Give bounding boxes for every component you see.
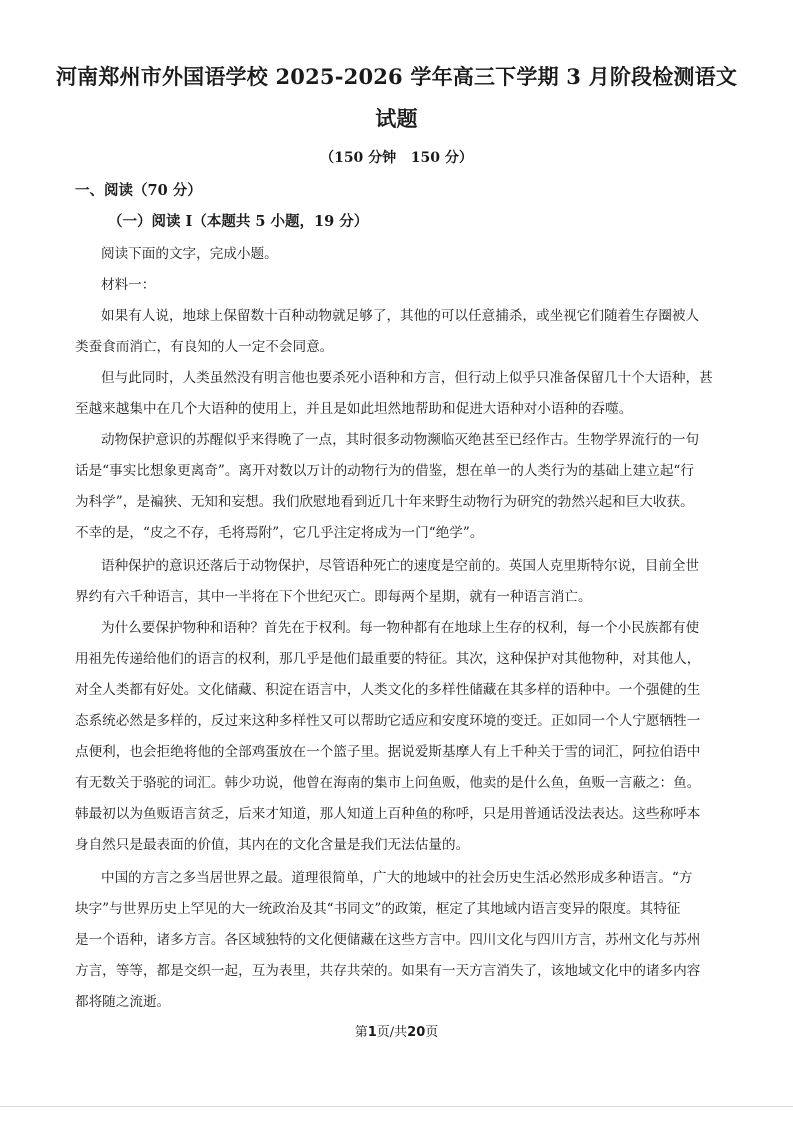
paragraph-3-line-3: 为科学”，是褊狭、无知和妄想。我们欣慰地看到近几十年来野生动物行为研究的勃然兴起和巨大收获。: [75, 494, 694, 510]
paragraph-6-line-3: 是一个语种，诸多方言。各区域独特的文化便储藏在这些方言中。四川文化与四川方言，苏州文化与苏州: [75, 932, 701, 948]
section-heading: 一、阅读（70 分）: [75, 182, 202, 199]
material-label: 材料一：: [101, 277, 156, 293]
subsection-heading: （一）阅读 I（本题共 5 小题，19 分）: [108, 213, 369, 230]
paragraph-1-line-2: 类蚕食而消亡，有良知的人一定不会同意。: [75, 339, 334, 355]
paragraph-3-line-4: 不幸的是，“皮之不存，毛将焉附”，它几乎注定将成为一门“绝学”。: [75, 525, 484, 541]
paragraph-5-line-5: 点便利，也会拒绝将他的全部鸡蛋放在一个篮子里。据说爱斯基摩人有上千种关于雪的词汇，阿拉伯语中: [75, 744, 701, 760]
instruction-text: 阅读下面的文字，完成小题。: [101, 246, 278, 262]
paragraph-5-line-2: 用祖先传递给他们的语言的权利，那几乎是他们最重要的特征。其次，这种保护对其他物种，对其他人，: [75, 651, 701, 667]
paragraph-4-line-2: 界约有六千种语言，其中一半将在下个世纪灭亡。即每两个星期，就有一种语言消亡。: [75, 589, 592, 605]
paragraph-2-line-2: 至越来越集中在几个大语种的使用上，并且是如此坦然地帮助和促进大语种对小语种的吞噬。: [75, 401, 633, 417]
current-page-number: 1: [367, 1025, 377, 1040]
paragraph-4-line-1: 语种保护的意识还落后于动物保护，尽管语种死亡的速度是空前的。英国人克里斯特尔说，目前全世: [101, 558, 700, 574]
paragraph-5-line-8: 身自然只是最表面的价值，其内在的文化含量是我们无法估量的。: [75, 837, 470, 853]
paragraph-5-line-3: 对全人类都有好处。文化储藏、积淀在语言中，人类文化的多样性储藏在其多样的语种中。一个强健的生: [75, 682, 701, 698]
document-title-line-1: 河南郑州市外国语学校 2025-2026 学年高三下学期 3 月阶段检测语文: [55, 64, 738, 89]
paragraph-5-line-7: 韩最初以为鱼贩语言贫乏，后来才知道，那人知道上百种鱼的称呼，只是用普通话没法表达。这些称呼本: [75, 806, 701, 822]
paragraph-5-line-1: 为什么要保护物种和语种？首先在于权利。每一物种都有在地球上生存的权利，每一个小民族都有使: [101, 620, 700, 636]
paragraph-3-line-2: 话是“事实比想象更离奇”。离开对数以万计的动物行为的借鉴，想在单一的人类行为的基础上建立起“行: [75, 463, 694, 479]
paragraph-6-line-1: 中国的方言之多当居世界之最。道理很简单，广大的地域中的社会历史生活必然形成多种语言。“方: [101, 870, 693, 886]
document-title-line-2: 试题: [375, 106, 418, 131]
exam-duration-score: （150 分钟 150 分）: [320, 150, 473, 166]
paragraph-1-line-1: 如果有人说，地球上保留数十百种动物就足够了，其他的可以任意捕杀，或坐视它们随着生存圈被人: [101, 308, 700, 324]
page-footer: [0, 1024, 793, 1042]
paragraph-3-line-1: 动物保护意识的苏醒似乎来得晚了一点，其时很多动物濒临灭绝甚至已经作古。生物学界流行的一句: [101, 432, 700, 448]
footer-suffix: 页: [425, 1025, 439, 1040]
footer-prefix: 第: [354, 1025, 368, 1040]
paragraph-6-line-2: 块字”与世界历史上罕见的大一统政治及其“书同文”的政策，框定了其地域内语言变异的限度。其特征: [75, 901, 681, 917]
paragraph-5-line-6: 有无数关于骆驼的词汇。韩少功说，他曾在海南的集市上问鱼贩，他卖的是什么鱼，鱼贩一言蔽之：鱼。: [75, 775, 701, 791]
paragraph-5-line-4: 态系统必然是多样的，反过来这种多样性又可以帮助它适应和安度环境的变迁。正如同一个人宁愿牺牲一: [75, 713, 701, 729]
paragraph-6-line-4: 方言，等等，都是交织一起，互为表里，共存共荣的。如果有一天方言消失了，该地域文化中的诸多内容: [75, 963, 701, 979]
footer-middle: 页/共: [376, 1025, 408, 1040]
paragraph-6-line-5: 都将随之流逝。: [75, 994, 171, 1010]
paragraph-2-line-1: 但与此同时，人类虽然没有明言他也要杀死小语种和方言，但行动上似乎只准备保留几十个大语种，甚: [101, 370, 713, 386]
page-bottom-divider: [0, 1106, 793, 1107]
total-page-count: 20: [407, 1025, 426, 1040]
